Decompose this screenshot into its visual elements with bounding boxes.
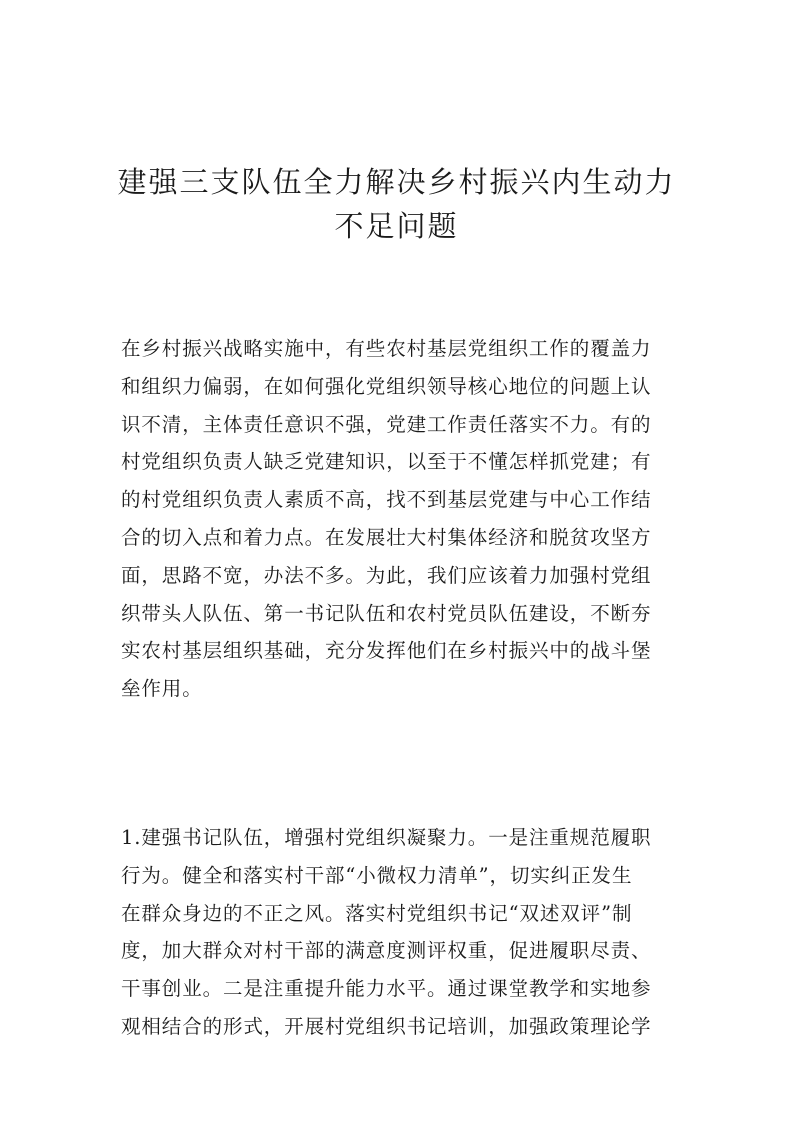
paragraph-line: 观相结合的形式，开展村党组织书记培训，加强政策理论学 — [121, 1014, 652, 1038]
paragraph-intro — [121, 330, 674, 708]
title-line: 建强三支队伍全力解决乡村振兴内生动力 — [117, 165, 676, 199]
paragraph-line: 在乡村振兴战略实施中，有些农村基层党组织工作的覆盖力 — [121, 337, 652, 360]
document-title — [100, 160, 693, 248]
paragraph-line: 识不清，主体责任意识不强，党建工作责任落实不力。有的 — [121, 412, 652, 436]
paragraph-line: 实农村基层组织基础，充分发挥他们在乡村振兴中的战斗堡 — [121, 639, 652, 663]
paragraph-line: 度，加大群众对村干部的满意度测评权重，促进履职尽责、 — [121, 939, 652, 963]
paragraph-line: 行为。健全和落实村干部“小微权力清单”，切实纠正发生 — [121, 863, 633, 887]
paragraph-line: 面，思路不宽，办法不多。为此，我们应该着力加强村党组 — [121, 563, 652, 587]
paragraph-line: 村党组织负责人缺乏党建知识，以至于不懂怎样抓党建；有 — [121, 450, 652, 474]
paragraph-line: 在群众身边的不正之风。落实村党组织书记“双述双评”制 — [121, 901, 633, 925]
title-line: 不足问题 — [334, 209, 459, 243]
paragraph-line: 织带头人队伍、第一书记队伍和农村党员队伍建设，不断夯 — [121, 601, 652, 625]
paragraph-line: 和组织力偏弱，在如何强化党组织领导核心地位的问题上认 — [121, 374, 652, 398]
paragraph-line: 合的切入点和着力点。在发展壮大村集体经济和脱贫攻坚方 — [121, 525, 652, 549]
paragraph-section-1 — [121, 819, 674, 1046]
paragraph-line: 垒作用。 — [121, 677, 203, 701]
paragraph-line: 的村党组织负责人素质不高，找不到基层党建与中心工作结 — [121, 488, 652, 512]
paragraph-line: 干事创业。二是注重提升能力水平。通过课堂教学和实地参 — [121, 977, 652, 1001]
paragraph-line: 1.建强书记队伍，增强村党组织凝聚力。一是注重规范履职 — [121, 826, 652, 849]
